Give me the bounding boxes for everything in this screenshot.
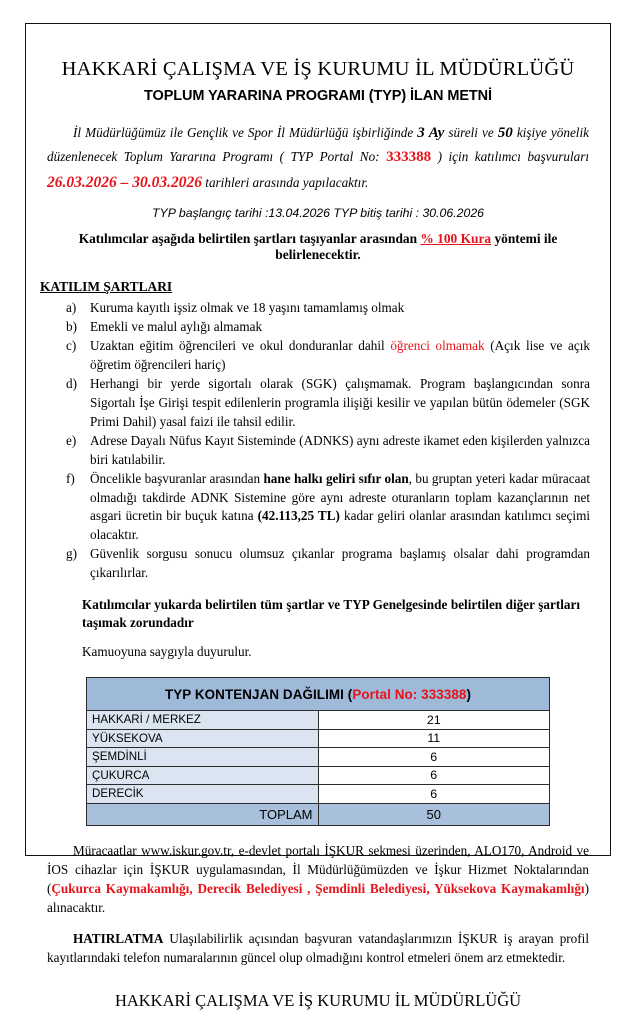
condition-text: Adrese Dayalı Nüfus Kayıt Sisteminde (ADNKS) aynı adreste ikamet eden kişilerden yalnızca biri katılabilir.: [90, 432, 590, 467]
quota-district-name: DERECİK: [87, 785, 319, 804]
table-row: [87, 711, 550, 730]
quota-table-title: [87, 678, 550, 711]
condition-item-f: [66, 470, 590, 545]
reminder-text: Ulaşılabilirlik açısından başvuran vatandaşlarımızın İŞKUR iş arayan profil kayıtlarındaki telefon numaralarının güncel olup olmadığını kontrol etmeleri önem arz etmektedir.: [47, 930, 589, 966]
selection-suffix: yöntemi ile belirlenecektir.: [275, 230, 558, 262]
document-page: [25, 23, 611, 1011]
selection-prefix: Katılımcılar aşağıda belirtilen şartları taşıyanlar arasından: [78, 230, 421, 246]
program-start-date: 13.04.2026: [268, 205, 330, 220]
page-title: HAKKARİ ÇALIŞMA VE İŞ KURUMU İL MÜDÜRLÜĞÜ: [61, 58, 575, 80]
page-subtitle: TOPLUM YARARINA PROGRAMI (TYP) İLAN METNİ: [144, 88, 492, 104]
quota-title-prefix: TYP KONTENJAN DAĞILIMI (: [164, 686, 353, 702]
document-body: [26, 58, 610, 1011]
intro-date-separator: –: [116, 173, 133, 191]
intro-paragraph: [47, 121, 589, 195]
public-announcement-note: Kamuoyuna saygıyla duyurulur.: [82, 644, 252, 660]
table-row: [87, 766, 550, 785]
program-dates-line: [40, 206, 596, 220]
condition-item-a: [66, 299, 590, 318]
condition-text-post: kadar geliri olanlar arasından katılımcı seçimi olacaktır.: [90, 508, 590, 543]
condition-marker: f): [66, 470, 75, 486]
mandatory-note: Katılımcılar yukarda belirtilen tüm şartlar ve TYP Genelgesinde belirtilen diğer şartları taşımak zorundadır: [82, 596, 580, 631]
application-paragraph: [47, 841, 589, 918]
intro-quota: 50: [497, 125, 513, 141]
condition-marker: b): [66, 318, 77, 334]
condition-marker: g): [66, 546, 77, 562]
quota-table-header-row: [87, 678, 550, 711]
quota-district-name: YÜKSEKOVA: [87, 729, 319, 748]
condition-text: Herhangi bir yerde sigortalı olarak (SGK) çalışmamak. Program başlangıcından sonra Sigortalı İşe Girişi tespit edilenlerin programla ilişiği kesilir ve yapılan bütün ödemeler (SGK Primi Dahil) yasal faizi ile tahsil edilir.: [90, 376, 590, 429]
condition-text: Kuruma kayıtlı işsiz olmak ve 18 yaşını tamamlamış olmak: [90, 299, 405, 315]
condition-text: Emekli ve malul aylığı almamak: [90, 318, 263, 334]
quota-table-body: [87, 711, 550, 826]
program-start-label: TYP başlangıç tarihi :: [152, 205, 269, 220]
condition-text-pre: Öncelikle başvuranlar arasından: [90, 470, 264, 486]
condition-marker: c): [66, 338, 77, 354]
quota-district-value: 6: [318, 748, 550, 767]
quota-district-name: ÇUKURCA: [87, 766, 319, 785]
condition-item-g: [66, 545, 590, 582]
application-service-points: Çukurca Kaymakamlığı, Derecik Belediyesi , Şemdinli Belediyesi, Yüksekova Kaymakamlığı: [51, 881, 585, 897]
intro-duration: 3 Ay: [417, 125, 445, 141]
application-text-pre: Müracaatlar www.iskur.gov.tr, e-devlet portalı İŞKUR sekmesi üzerinden, ALO170, Android ve İOS cihazlar için İŞKUR uygulamasından, İl Müdürlüğümüzden ve İşkur Hizmet Noktalarından (: [47, 842, 589, 897]
intro-part2: süreli ve: [444, 125, 498, 140]
document-footer: HAKKARİ ÇALIŞMA VE İŞ KURUMU İL MÜDÜRLÜĞÜ: [114, 991, 522, 1011]
quota-district-name: ŞEMDİNLİ: [87, 748, 319, 767]
condition-item-d: [66, 375, 590, 431]
condition-bold-income: hane halkı geliri sıfır olan: [263, 470, 409, 486]
quota-total-value: 50: [318, 803, 550, 825]
selection-method: % 100 Kura: [420, 230, 492, 246]
conditions-heading: KATILIM ŞARTLARI: [40, 278, 173, 294]
condition-bold-amount: (42.113,25 TL): [257, 508, 340, 524]
quota-district-value: 6: [318, 766, 550, 785]
quota-table: [86, 677, 550, 826]
condition-marker: e): [66, 432, 77, 448]
condition-highlight: öğrenci olmamak: [390, 338, 485, 354]
intro-part4: ) için katılımcı başvuruları: [431, 149, 590, 165]
quota-title-portal-no: Portal No: 333388: [352, 686, 467, 702]
conditions-list: [40, 299, 596, 583]
quota-table-head: [87, 678, 550, 711]
program-end-date: 30.06.2026: [422, 205, 484, 220]
quota-table-total-row: [87, 803, 550, 825]
table-row: [87, 785, 550, 804]
condition-text: Güvenlik sorgusu sonucu olumsuz çıkanlar programa başlamış olsalar dahi programdan çıkarılırlar.: [90, 546, 590, 580]
quota-district-value: 6: [318, 785, 550, 804]
reminder-paragraph: [47, 929, 589, 968]
quota-district-value: 11: [318, 729, 550, 748]
intro-application-end-date: 30.03.2026: [132, 173, 202, 191]
quota-district-value: 21: [318, 711, 550, 730]
intro-application-start-date: 26.03.2026: [47, 173, 117, 191]
intro-portal-no: 333388: [386, 149, 432, 166]
quota-title-suffix: ): [466, 686, 472, 702]
condition-text-post: (Açık lise ve açık öğretim öğrencileri hariç): [90, 338, 590, 372]
program-end-label: TYP bitiş tarihi :: [329, 205, 423, 220]
table-row: [87, 729, 550, 748]
application-text-post: ) alınacaktır.: [47, 881, 589, 916]
condition-item-b: [66, 318, 590, 337]
condition-item-e: [66, 432, 590, 469]
selection-method-line: [40, 231, 596, 263]
intro-part1: İl Müdürlüğümüz ile Gençlik ve Spor İl Müdürlüğü işbirliğinde: [73, 125, 418, 140]
intro-part5: tarihleri arasında yapılacaktır.: [202, 174, 369, 190]
quota-district-name: HAKKARİ / MERKEZ: [87, 711, 319, 730]
condition-marker: d): [66, 376, 77, 392]
condition-marker: a): [66, 299, 77, 315]
condition-item-c: [66, 337, 590, 374]
condition-text-mid: , bu gruptan yeteri kadar müracaat olmadığı takdirde ADNK Sistemine göre aynı adreste oturanların toplam kazançlarının net asgari ücretin bir buçuk katına: [90, 470, 590, 524]
table-row: [87, 748, 550, 767]
condition-text-pre: Uzaktan eğitim öğrencileri ve okul donduranlar dahil: [90, 338, 391, 354]
reminder-label: HATIRLATMA: [73, 930, 164, 946]
quota-total-label: TOPLAM: [87, 803, 319, 825]
intro-part3: kişiye yönelik düzenlenecek Toplum Yararına Programı ( TYP Portal No:: [47, 125, 589, 165]
